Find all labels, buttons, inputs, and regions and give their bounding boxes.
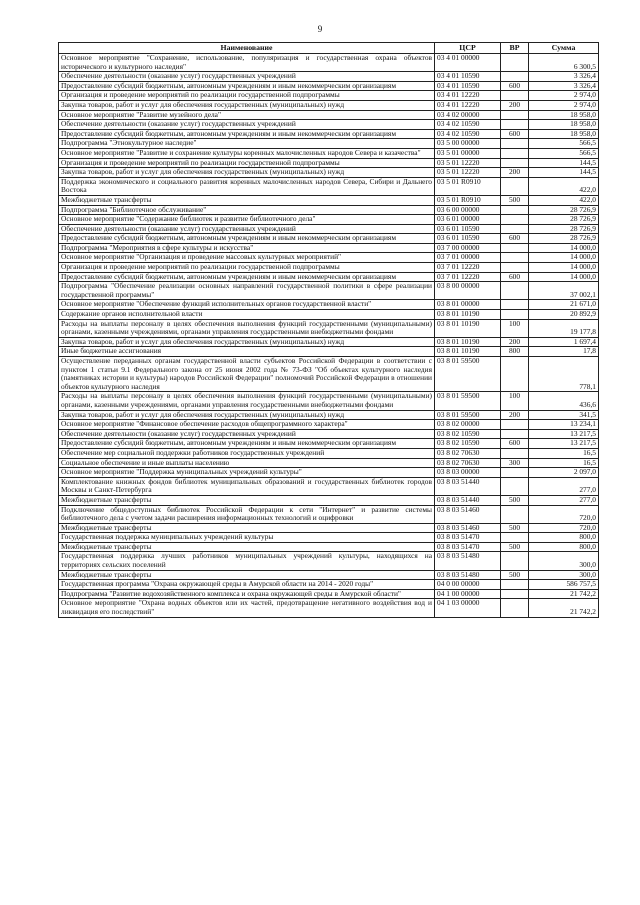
row-csr: 03 8 03 51480 [435,570,501,580]
row-vr [501,300,529,310]
row-vr: 600 [501,81,529,91]
row-name: Основное мероприятие "Развитие и сохранение культуры коренных малочисленных народов Севера и казачества" [59,148,435,158]
row-name: Осуществление переданных органам государственной власти субъектов Российской Федерации в соответствии с пунктом 1 статьи 9.1 Федерального закона от 25 июня 2002 года № 73-ФЗ "Об объектах культурного наследия (памятниках истории и культуры) народов Российской Федерации" полномочий Российской Федерации в отношении объектов культурного наследия [59,357,435,392]
row-name: Организация и проведение мероприятий по реализации государственной подпрограммы [59,91,435,101]
row-sum: 16,5 [529,448,599,458]
row-sum: 720,0 [529,523,599,533]
row-sum: 19 177,8 [529,319,599,337]
row-vr [501,177,529,195]
row-sum: 18 958,0 [529,129,599,139]
row-sum: 21 742,2 [529,599,599,617]
row-name: Закупка товаров, работ и услуг для обеспечения государственных (муниципальных) нужд [59,410,435,420]
row-csr: 03 5 01 R0910 [435,195,501,205]
table-row [59,420,599,430]
row-sum: 2 097,0 [529,468,599,478]
row-name: Межбюджетные трансферты [59,195,435,205]
row-sum: 422,0 [529,177,599,195]
row-vr [501,215,529,225]
row-csr: 03 8 03 51470 [435,542,501,552]
row-name: Основное мероприятие "Сохранение, использование, популяризация и государственная охрана объектов исторического и культурного наследия" [59,54,435,72]
row-sum: 422,0 [529,195,599,205]
table-row [59,177,599,195]
table-row [59,429,599,439]
table-row [59,337,599,347]
row-csr: 03 8 01 00000 [435,300,501,310]
table-row [59,263,599,273]
row-name: Основное мероприятие "Обеспечение функций исполнительных органов государственной власти" [59,300,435,310]
row-csr: 03 5 01 R0910 [435,177,501,195]
row-name: Предоставление субсидий бюджетным, автономным учреждениям и иным некоммерческим организациям [59,439,435,449]
row-name: Государственная программа "Охрана окружающей среды в Амурской области на 2014 - 2020 годы" [59,580,435,590]
row-csr: 04 1 00 00000 [435,589,501,599]
row-vr: 600 [501,272,529,282]
table-row [59,523,599,533]
header-sum: Сумма [529,43,599,54]
row-vr: 500 [501,495,529,505]
row-vr [501,580,529,590]
row-name: Основное мероприятие "Финансовое обеспечение расходов общепрограммного характера" [59,420,435,430]
row-csr: 03 4 01 12220 [435,100,501,110]
table-row [59,158,599,168]
row-sum: 586 757,5 [529,580,599,590]
row-vr: 600 [501,234,529,244]
row-vr [501,224,529,234]
table-row [59,533,599,543]
row-sum: 1 697,4 [529,337,599,347]
row-csr: 03 8 03 00000 [435,468,501,478]
budget-table [58,42,599,618]
row-sum: 28 726,9 [529,234,599,244]
row-csr: 03 8 03 51440 [435,495,501,505]
row-csr: 03 8 01 10190 [435,319,501,337]
row-name: Межбюджетные трансферты [59,495,435,505]
row-vr [501,589,529,599]
row-vr: 200 [501,100,529,110]
row-name: Обеспечение деятельности (оказание услуг) государственных учреждений [59,429,435,439]
row-csr: 03 8 00 00000 [435,282,501,300]
table-row [59,580,599,590]
table-row [59,589,599,599]
row-sum: 13 234,1 [529,420,599,430]
row-vr [501,533,529,543]
row-sum: 800,0 [529,542,599,552]
row-sum: 277,0 [529,477,599,495]
row-name: Основное мероприятие "Развитие музейного дела" [59,110,435,120]
row-vr: 500 [501,570,529,580]
row-name: Межбюджетные трансферты [59,570,435,580]
table-row [59,495,599,505]
row-csr: 03 8 03 51440 [435,477,501,495]
row-vr: 500 [501,523,529,533]
row-sum: 3 326,4 [529,81,599,91]
row-vr: 600 [501,129,529,139]
row-vr [501,599,529,617]
row-name: Предоставление субсидий бюджетным, автономным учреждениям и иным некоммерческим организациям [59,81,435,91]
table-row [59,205,599,215]
row-csr: 03 7 01 12220 [435,272,501,282]
row-csr: 03 8 01 59500 [435,392,501,410]
row-name: Основное мероприятие "Содержание библиотек и развитие библиотечного дела" [59,215,435,225]
row-vr [501,253,529,263]
row-csr: 03 8 01 59500 [435,410,501,420]
row-csr: 04 1 03 00000 [435,599,501,617]
row-csr: 03 5 01 12220 [435,168,501,178]
row-name: Подпрограмма "Обеспечение реализации основных направлений государственной политики в сфере реализации государственной программы" [59,282,435,300]
row-name: Расходы на выплаты персоналу в целях обеспечения выполнения функций государственными (муниципальными) органами, казенными учреждениями, органами управления государственными внебюджетными фондами [59,319,435,337]
header-csr: ЦСР [435,43,501,54]
table-row [59,599,599,617]
row-vr [501,468,529,478]
table-row [59,570,599,580]
table-row [59,477,599,495]
table-row [59,505,599,523]
row-name: Основное мероприятие "Поддержка муниципальных учреждений культуры" [59,468,435,478]
row-sum: 17,8 [529,347,599,357]
table-row [59,148,599,158]
row-sum: 341,5 [529,410,599,420]
row-vr [501,310,529,320]
table-row [59,310,599,320]
row-vr [501,420,529,430]
row-csr: 03 8 02 70630 [435,448,501,458]
row-csr: 03 8 01 10190 [435,347,501,357]
row-csr: 03 6 01 00000 [435,215,501,225]
row-sum: 720,0 [529,505,599,523]
row-csr: 03 7 00 00000 [435,243,501,253]
row-sum: 37 002,1 [529,282,599,300]
row-sum: 13 217,5 [529,439,599,449]
row-csr: 03 4 02 10590 [435,129,501,139]
table-row [59,300,599,310]
row-sum: 300,0 [529,570,599,580]
table-row [59,439,599,449]
table-header-row [59,43,599,54]
row-vr [501,282,529,300]
row-sum: 18 958,0 [529,120,599,130]
row-sum: 778,1 [529,357,599,392]
table-row [59,448,599,458]
row-csr: 03 4 01 10590 [435,72,501,82]
row-csr: 03 8 01 10190 [435,337,501,347]
table-row [59,110,599,120]
row-name: Закупка товаров, работ и услуг для обеспечения государственных (муниципальных) нужд [59,100,435,110]
row-name: Государственная поддержка муниципальных учреждений культуры [59,533,435,543]
row-name: Подпрограмма "Развитие водохозяйственного комплекса и охрана окружающей среды в Амурской области" [59,589,435,599]
row-name: Предоставление субсидий бюджетным, автономным учреждениям и иным некоммерческим организациям [59,129,435,139]
row-csr: 03 6 00 00000 [435,205,501,215]
row-name: Подпрограмма "Этнокультурное наследие" [59,139,435,149]
row-vr [501,448,529,458]
table-row [59,120,599,130]
row-csr: 03 5 01 12220 [435,158,501,168]
row-vr [501,54,529,72]
row-csr: 03 8 03 51480 [435,552,501,570]
table-row [59,168,599,178]
row-vr: 200 [501,410,529,420]
table-row [59,139,599,149]
row-vr [501,243,529,253]
row-vr [501,148,529,158]
row-sum: 20 892,9 [529,310,599,320]
row-sum: 6 300,5 [529,54,599,72]
row-csr: 03 8 03 51460 [435,505,501,523]
row-name: Социальное обеспечение и иные выплаты населению [59,458,435,468]
row-name: Обеспечение деятельности (оказание услуг) государственных учреждений [59,72,435,82]
row-vr [501,120,529,130]
row-csr: 03 7 01 12220 [435,263,501,273]
row-csr: 03 6 01 10590 [435,224,501,234]
row-name: Обеспечение мер социальной поддержки работников государственных учреждений [59,448,435,458]
table-row [59,54,599,72]
row-name: Расходы на выплаты персоналу в целях обеспечения выполнения функций государственными (муниципальными) органами, казенными учреждениями, органами управления государственными внебюджетными фондами [59,392,435,410]
table-row [59,542,599,552]
row-sum: 16,5 [529,458,599,468]
row-name: Предоставление субсидий бюджетным, автономным учреждениям и иным некоммерческим организациям [59,272,435,282]
row-csr: 03 4 01 12220 [435,91,501,101]
row-vr [501,263,529,273]
table-row [59,282,599,300]
row-name: Государственная поддержка лучших работников муниципальных учреждений культуры, находящихся на территориях сельских поселений [59,552,435,570]
row-sum: 21 742,2 [529,589,599,599]
row-sum: 18 958,0 [529,110,599,120]
table-row [59,410,599,420]
row-name: Содержание органов исполнительной власти [59,310,435,320]
row-name: Закупка товаров, работ и услуг для обеспечения государственных (муниципальных) нужд [59,168,435,178]
row-sum: 21 671,0 [529,300,599,310]
row-vr [501,72,529,82]
row-sum: 14 000,0 [529,263,599,273]
row-name: Межбюджетные трансферты [59,542,435,552]
row-csr: 03 4 02 10590 [435,120,501,130]
table-row [59,468,599,478]
row-vr [501,139,529,149]
row-sum: 566,5 [529,148,599,158]
row-csr: 03 4 01 10590 [435,81,501,91]
row-name: Подключение общедоступных библиотек Российской Федерации к сети "Интернет" и развитие системы библиотечного дела с учетом задачи расширения информационных технологий и оцифровки [59,505,435,523]
row-csr: 03 8 02 70630 [435,458,501,468]
table-row [59,552,599,570]
row-sum: 13 217,5 [529,429,599,439]
row-csr: 03 8 03 51460 [435,523,501,533]
row-vr [501,429,529,439]
table-row [59,357,599,392]
table-row [59,272,599,282]
row-vr: 500 [501,542,529,552]
row-sum: 28 726,9 [529,205,599,215]
row-csr: 03 4 01 00000 [435,54,501,72]
row-name: Закупка товаров, работ и услуг для обеспечения государственных (муниципальных) нужд [59,337,435,347]
table-row [59,243,599,253]
row-sum: 14 000,0 [529,253,599,263]
row-sum: 28 726,9 [529,215,599,225]
table-row [59,319,599,337]
row-sum: 436,6 [529,392,599,410]
row-name: Комплектование книжных фондов библиотек муниципальных образований и государственных библиотек городов Москвы и Санкт-Петербурга [59,477,435,495]
table-row [59,215,599,225]
row-sum: 566,5 [529,139,599,149]
row-name: Предоставление субсидий бюджетным, автономным учреждениям и иным некоммерческим организациям [59,234,435,244]
row-vr: 200 [501,168,529,178]
row-sum: 2 974,0 [529,91,599,101]
row-csr: 03 8 03 51470 [435,533,501,543]
row-vr [501,158,529,168]
table-row [59,458,599,468]
row-name: Организация и проведение мероприятий по реализации государственной подпрограммы [59,158,435,168]
row-sum: 144,5 [529,168,599,178]
row-csr: 03 8 01 10190 [435,310,501,320]
table-row [59,392,599,410]
row-csr: 03 5 00 00000 [435,139,501,149]
row-sum: 28 726,9 [529,224,599,234]
row-sum: 144,5 [529,158,599,168]
row-vr [501,552,529,570]
table-row [59,81,599,91]
row-sum: 3 326,4 [529,72,599,82]
row-vr [501,91,529,101]
header-name: Наименование [59,43,435,54]
row-csr: 03 8 01 59500 [435,357,501,392]
row-name: Основное мероприятие "Охрана водных объектов или их частей, предотвращение негативного воздействия вод и ликвидация его последствий" [59,599,435,617]
row-vr: 500 [501,195,529,205]
row-name: Обеспечение деятельности (оказание услуг) государственных учреждений [59,120,435,130]
row-vr: 300 [501,458,529,468]
row-csr: 03 7 01 00000 [435,253,501,263]
row-name: Подпрограмма "Мероприятия в сфере культуры и искусства" [59,243,435,253]
row-name: Основное мероприятие "Организация и проведение массовых культурных мероприятий" [59,253,435,263]
row-csr: 03 8 02 10590 [435,439,501,449]
table-row [59,100,599,110]
row-name: Поддержка экономического и социального развития коренных малочисленных народов Севера, Сибири и Дальнего Востока [59,177,435,195]
row-vr [501,505,529,523]
row-name: Организация и проведение мероприятий по реализации государственной подпрограммы [59,263,435,273]
row-vr [501,205,529,215]
row-sum: 14 000,0 [529,272,599,282]
row-csr: 04 0 00 00000 [435,580,501,590]
table-row [59,91,599,101]
row-csr: 03 5 01 00000 [435,148,501,158]
row-csr: 03 8 02 10590 [435,429,501,439]
row-vr: 200 [501,337,529,347]
row-csr: 03 6 01 10590 [435,234,501,244]
row-vr [501,357,529,392]
row-name: Иные бюджетные ассигнования [59,347,435,357]
header-vr: ВР [501,43,529,54]
row-vr [501,477,529,495]
table-row [59,347,599,357]
table-row [59,195,599,205]
row-csr: 03 4 02 00000 [435,110,501,120]
row-vr: 100 [501,392,529,410]
row-vr [501,110,529,120]
row-sum: 14 000,0 [529,243,599,253]
row-name: Обеспечение деятельности (оказание услуг) государственных учреждений [59,224,435,234]
row-vr: 600 [501,439,529,449]
row-csr: 03 8 02 00000 [435,420,501,430]
row-sum: 300,0 [529,552,599,570]
row-vr: 100 [501,319,529,337]
row-sum: 2 974,0 [529,100,599,110]
row-sum: 277,0 [529,495,599,505]
table-row [59,253,599,263]
row-name: Межбюджетные трансферты [59,523,435,533]
table-row [59,129,599,139]
page-number: 9 [317,24,323,34]
table-row [59,224,599,234]
row-vr: 800 [501,347,529,357]
table-row [59,72,599,82]
table-row [59,234,599,244]
row-sum: 800,0 [529,533,599,543]
row-name: Подпрограмма "Библиотечное обслуживание" [59,205,435,215]
